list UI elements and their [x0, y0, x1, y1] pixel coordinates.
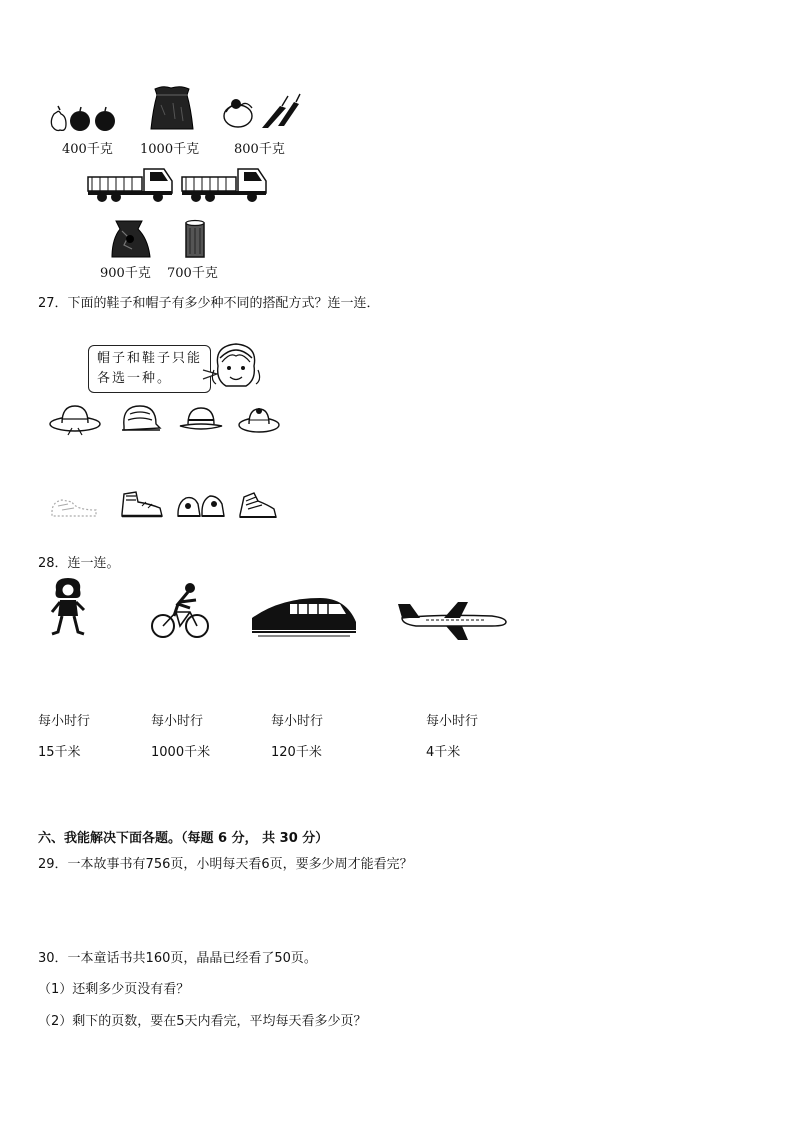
fruit-weight: 400千克	[62, 142, 113, 157]
question-30-part-2: （2）剩下的页数，要在5天内看完，平均每天看多少页？	[38, 1014, 367, 1029]
question-30: 30．一本童话书共160页，晶晶已经看了50页。	[38, 951, 317, 966]
sack-illustration	[149, 85, 195, 131]
speed-value-2: 1000千米	[151, 745, 211, 760]
hat-2-icon	[118, 402, 162, 436]
barrel-illustration	[184, 220, 206, 260]
speed-label-2: 每小时行	[151, 714, 204, 729]
shoe-4-icon	[236, 487, 278, 523]
barrel-weight: 700千克	[167, 266, 218, 281]
shoe-3-icon	[176, 488, 226, 522]
shoe-1-icon	[48, 490, 100, 520]
truck-1	[86, 163, 174, 203]
bag-illustration	[108, 219, 152, 259]
speed-value-4: 4千米	[426, 745, 461, 760]
sack-weight: 1000千克	[140, 142, 200, 157]
speech-bubble	[88, 345, 211, 393]
hat-1-icon	[48, 400, 102, 436]
vegetables-illustration	[222, 94, 302, 130]
truck-2	[180, 163, 268, 203]
airplane-illustration	[396, 600, 508, 642]
train-illustration	[250, 592, 358, 640]
speed-label-1: 每小时行	[38, 714, 91, 729]
bag-weight: 900千克	[100, 266, 151, 281]
question-28: 28．连一连。	[38, 556, 120, 571]
fruit-illustration	[48, 104, 118, 134]
speed-value-3: 120千米	[271, 745, 322, 760]
girl-walking-illustration	[48, 576, 90, 636]
bubble-line-2: 各选一种。	[97, 371, 173, 386]
section-6-heading: 六、我能解决下面各题。（每题 6 分， 共 30 分）	[38, 831, 329, 846]
speed-value-1: 15千米	[38, 745, 81, 760]
shoe-2-icon	[118, 486, 166, 522]
vegetables-weight: 800千克	[234, 142, 285, 157]
speed-label-4: 每小时行	[426, 714, 479, 729]
hat-4-icon	[237, 403, 281, 435]
bubble-line-1: 帽子和鞋子只能	[97, 351, 203, 366]
hat-3-icon	[178, 404, 224, 434]
girl-avatar	[210, 340, 262, 392]
question-30-part-1: （1）还剩多少页没有看？	[38, 982, 190, 997]
cyclist-illustration	[150, 582, 210, 640]
question-27: 27．下面的鞋子和帽子有多少种不同的搭配方式？连一连．	[38, 296, 380, 311]
speed-label-3: 每小时行	[271, 714, 324, 729]
question-29: 29．一本故事书有756页，小明每天看6页，要多少周才能看完？	[38, 857, 413, 872]
